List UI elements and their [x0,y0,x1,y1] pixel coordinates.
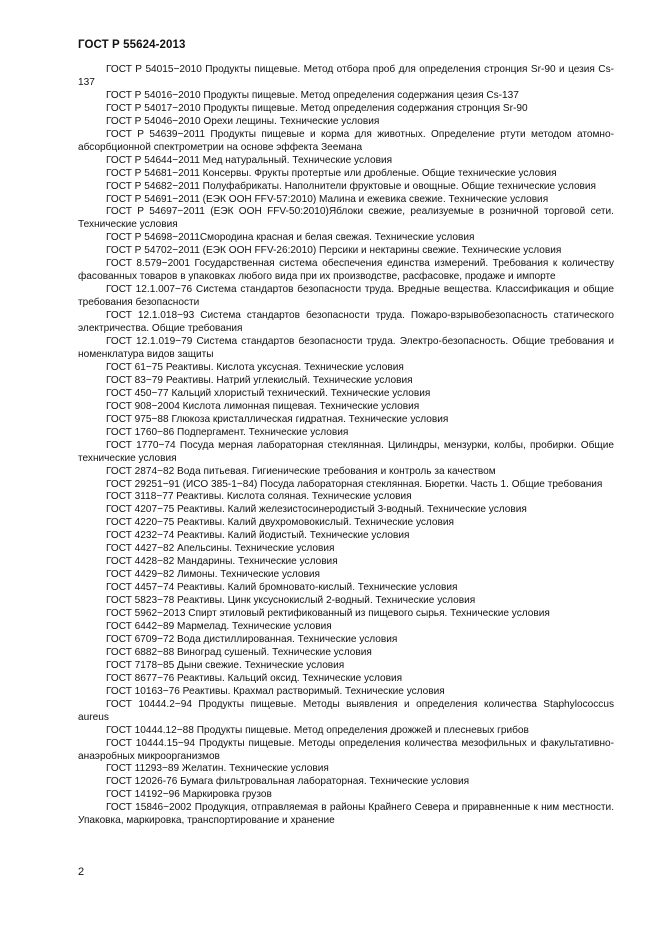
reference-entry: ГОСТ Р 54017−2010 Продукты пищевые. Метод определения содержания стронция Sr-90 [106,102,528,114]
reference-entry: ГОСТ 6882−88 Виноград сушеный. Технические условия [106,646,372,658]
reference-entry: ГОСТ Р 54639−2011 Продукты пищевые и корма для животных. Определение ртути методом атомно-абсорбционной спектрометрии на основе эффекта Зеемана [78,128,614,153]
reference-entry: ГОСТ 61−75 Реактивы. Кислота уксусная. Технические условия [106,361,404,373]
reference-entry: ГОСТ 8.579−2001 Государственная система обеспечения единства измерений. Требования к количеству фасованных товаров в упаковках любого вида при их производстве, расфасовке, продаже и импорте [78,258,614,283]
references-list [78,64,614,828]
reference-entry: ГОСТ 4220−75 Реактивы. Калий двухромовокислый. Технические условия [106,517,455,529]
reference-entry: ГОСТ 83−79 Реактивы. Натрий углекислый. Технические условия [106,374,413,386]
reference-entry: ГОСТ Р 54015−2010 Продукты пищевые. Метод отбора проб для определения стронция Sr-90 и цезия Cs-137 [78,64,614,88]
page-header: ГОСТ Р 55624-2013 [78,39,186,51]
reference-entry: ГОСТ 450−77 Кальций хлористый технический. Технические условия [106,387,431,399]
reference-entry: ГОСТ 8677−76 Реактивы. Кальций оксид. Технические условия [106,672,403,684]
reference-entry: ГОСТ 10444.12−88 Продукты пищевые. Метод определения дрожжей и плесневых грибов [106,724,529,736]
reference-entry: ГОСТ Р 54681−2011 Консервы. Фрукты протертые или дробленые. Общие технические условия [106,167,557,179]
reference-entry: ГОСТ 1770−74 Посуда мерная лабораторная стеклянная. Цилиндры, мензурки, колбы, пробирки. Общие технические условия [78,439,614,464]
reference-entry: ГОСТ 4457−74 Реактивы. Калий бромновато-кислый. Технические условия [106,582,458,594]
reference-entry: ГОСТ 5823−78 Реактивы. Цинк уксуснокислый 2-водный. Технические условия [106,595,476,607]
reference-entry: ГОСТ 12.1.018−93 Система стандартов безопасности труда. Пожаро-взрывобезопасность статического электричества. Общие требования [78,310,614,335]
reference-entry: ГОСТ Р 54691−2011 (ЕЭК ООН FFV-57:2010) Малина и ежевика свежие. Технические условия [106,193,549,205]
reference-entry: ГОСТ 4428−82 Мандарины. Технические условия [106,556,338,568]
reference-entry: ГОСТ 3118−77 Реактивы. Кислота соляная. Технические условия [106,491,412,503]
reference-entry: ГОСТ 5962−2013 Спирт этиловый ректификованный из пищевого сырья. Технические условия [106,608,550,620]
reference-entry: ГОСТ Р 54702−2011 (ЕЭК ООН FFV-26:2010) Персики и нектарины свежие. Технические условия [106,245,562,257]
reference-entry: ГОСТ 4429−82 Лимоны. Технические условия [106,569,321,581]
reference-entry: ГОСТ Р 54644−2011 Мед натуральный. Технические условия [106,154,393,166]
reference-entry: ГОСТ 6442−89 Мармелад. Технические условия [106,620,332,632]
reference-entry: ГОСТ 10444.2−94 Продукты пищевые. Методы выявления и определения количества Staphylococcus aureus [78,698,614,723]
reference-entry: ГОСТ 12.1.007−76 Система стандартов безопасности труда. Вредные вещества. Классификация и общие требования безопасности [78,284,614,309]
reference-entry: ГОСТ 12026-76 Бумага фильтровальная лабораторная. Технические условия [106,776,470,788]
page-number: 2 [78,866,85,878]
reference-entry: ГОСТ 6709−72 Вода дистиллированная. Технические условия [106,633,398,645]
reference-entry: ГОСТ 4232−74 Реактивы. Калий йодистый. Технические условия [106,530,410,542]
reference-entry: ГОСТ 11293−89 Желатин. Технические условия [106,763,329,775]
reference-entry: ГОСТ 4427−82 Апельсины. Технические условия [106,543,335,555]
reference-entry: ГОСТ 4207−75 Реактивы. Калий железистосинеродистый 3-водный. Технические условия [106,504,527,516]
reference-entry: ГОСТ 908−2004 Кислота лимонная пищевая. Технические условия [106,400,420,412]
reference-entry: ГОСТ 14192−96 Маркировка грузов [106,789,272,801]
reference-entry: ГОСТ 29251−91 (ИСО 385-1−84) Посуда лабораторная стеклянная. Бюретки. Часть 1. Общие требования [106,478,603,490]
reference-entry: ГОСТ 10444.15−94 Продукты пищевые. Методы определения количества мезофильных и факультативно-анаэробных микроорганизмов [78,737,614,762]
reference-entry: ГОСТ 15846−2002 Продукция, отправляемая в районы Крайнего Севера и приравненные к ним местности. Упаковка, маркировка, транспортирование и хранение [78,802,614,827]
reference-entry: ГОСТ 1760−86 Подпергамент. Технические условия [106,426,349,438]
reference-entry: ГОСТ Р 54682−2011 Полуфабрикаты. Наполнители фруктовые и овощные. Общие технические условия [106,180,597,192]
reference-entry: ГОСТ Р 54016−2010 Продукты пищевые. Метод определения содержания цезия Cs-137 [106,89,519,101]
reference-entry: ГОСТ Р 54697−2011 (ЕЭК ООН FFV-50:2010)Яблоки свежие, реализуемые в розничной торговой сети. Технические условия [78,206,614,231]
reference-entry: ГОСТ 12.1.019−79 Система стандартов безопасности труда. Электро-безопасность. Общие требования и номенклатура видов защиты [78,336,614,360]
reference-entry: ГОСТ 975−88 Глюкоза кристаллическая гидратная. Технические условия [106,413,449,425]
reference-entry: ГОСТ 2874−82 Вода питьевая. Гигиенические требования и контроль за качеством [106,465,496,477]
reference-entry: ГОСТ Р 54046−2010 Орехи лещины. Технические условия [106,115,380,127]
reference-entry: ГОСТ Р 54698−2011Смородина красная и белая свежая. Технические условия [106,232,475,244]
reference-entry: ГОСТ 10163−76 Реактивы. Крахмал растворимый. Технические условия [106,685,445,697]
reference-entry: ГОСТ 7178−85 Дыни свежие. Технические условия [106,659,345,671]
